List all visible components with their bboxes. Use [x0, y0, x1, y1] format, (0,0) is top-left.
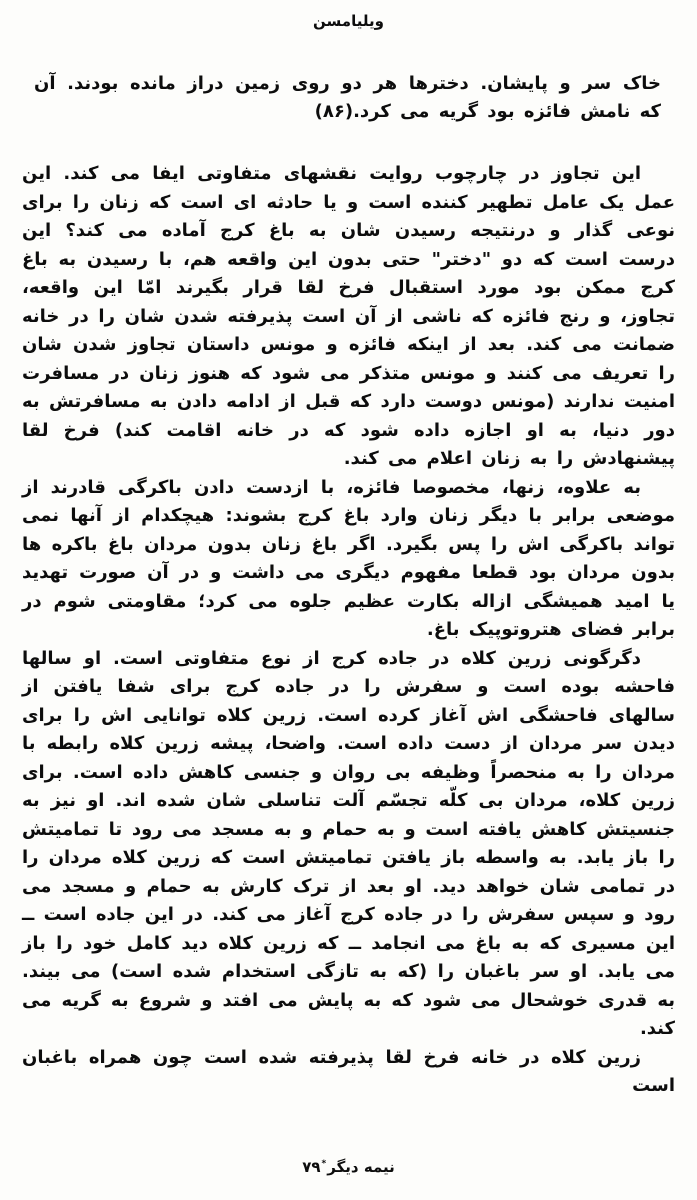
running-head-title: ويليامسن — [313, 12, 384, 30]
footnote-star: * — [321, 1159, 327, 1169]
block-quote — [34, 70, 661, 126]
page-number: ۷۹ — [302, 1158, 321, 1176]
block-quote-citation: (۸۶) — [314, 101, 354, 122]
page-content — [22, 70, 675, 1101]
block-quote-text: خاک سر و پایشان. دخترها هر دو روی زمین دراز مانده بودند. آن که نامش فائزه بود گریه می کرد. — [34, 73, 661, 122]
journal-name: نيمه ديگر — [327, 1158, 395, 1176]
body-paragraph: دگرگونی زرین کلاه در جاده کرج از نوع متفاوتی است. او سالها فاحشه بوده است و سفرش را در جاده کرج برای شفا یافتن از سالهای فاحشگی اش آغاز کرده است. زرین کلاه توانایی اش را برای دیدن سر مردان از دست داده است. واضحا، پیشه زرین کلاه رابطه با مردان را به منحصراً وظیفه بی روان و جنسی کاهش داده است. برای زرین کلاه، مردان بی کلّه تجسّم آلت تناسلی شان شده اند. او نیز به جنسیتش کاهش یافته است و به حمام و به مسجد می رود تا تمامیتش را باز یابد. به واسطه باز یافتن تمامیتش است که زرین کلاه مردان را در تمامی شان خواهد دید. او بعد از ترک کارش به حمام و مسجد می رود و سپس سفرش را در جاده کرج آغاز می کند. در این جاده است ــ این مسیری که به باغ می انجامد ــ که زرین کلاه دید کامل خود را باز می یابد. او سر باغبان را (که به تازگی استخدام شده است) می بیند. به قدری خوشحال می شود که به پایش می افتد و شروع به گریه می کند. — [22, 647, 675, 1039]
body-paragraph: این تجاوز در چارچوب روایت نقشهای متفاوتی ایفا می کند. این عمل یک عامل تطهیر کننده است و یا حادثه ای است که زنان را برای نوعی گذار و درنتیجه رسیدن شان به باغ کرج آماده می کند؟ این درست است که دو "دختر" حتی بدون این واقعه هم، با رسیدن به باغ کرج ممکن بود مورد استقبال فرخ لقا قرار بگیرند امّا این واقعه، تجاوز، و رنج فائزه که ناشی از آن است پذیرفته شدن شان را در خانه ضمانت می کند. بعد از اینکه فائزه و مونس داستان تجاوز شدن شان را تعریف می کنند و مونس متذکر می شود که هنوز زنان در مسافرت امنیت ندارند (مونس دوست دارد که قبل از ادامه دادن به مسافرتش به دور دنیا، به او اجازه داده شود که در خانه اقامت کند) فرخ لقا پیشنهادش را به زنان اعلام می کند. — [22, 163, 675, 469]
body-paragraph: به علاوه، زنها، مخصوصا فائزه، با ازدست دادن باکرگی قادرند از موضعی برابر با دیگر زنان وارد باغ کرج بشوند: هیچکدام از آنها نمی تواند باکرگی اش را پس بگیرد. اگر باغ زنان بدون مردان باغ باکره ها بدون مردان بود قطعا مفهوم دیگری می داشت و در آن صورت تهدید یا امید همیشگی ازاله بکارت عظیم جلوه می کرد؛ مقاومتی شوم در برابر فضای هتروتوپیک باغ. — [22, 476, 675, 640]
page-footer — [0, 1158, 697, 1176]
body-paragraph: زرین کلاه در خانه فرخ لقا پذیرفته شده است چون همراه باغبان است — [22, 1046, 675, 1096]
